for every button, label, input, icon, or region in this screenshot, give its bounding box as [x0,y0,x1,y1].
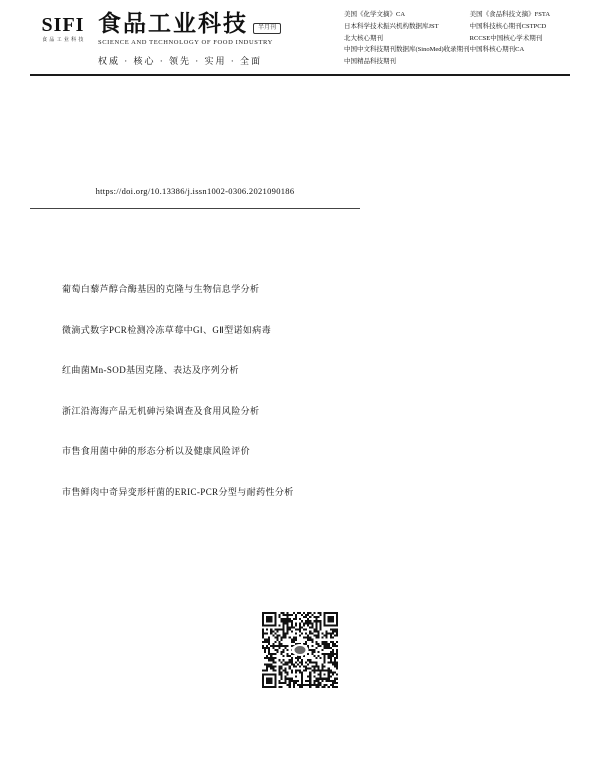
list-item: 葡萄白藜芦醇合酶基因的克隆与生物信息学分析 [62,284,260,294]
masthead [30,8,570,76]
index-item: 北大核心期刊 [344,34,383,42]
list-item: 市售食用菌中砷的形态分析以及健康风险评价 [62,446,251,457]
doi-text: https://doi.org/10.13386/j.issn1002-0306.2021090186 [95,186,295,196]
index-item: 美国《化学文摘》CA [344,11,406,18]
qr-center-logo-inner [295,646,306,654]
publication-frequency-badge: 半月刊 [253,23,281,34]
index-item: 日本科学技术振兴机构数据库JST [344,22,439,30]
journal-logo-icon [30,9,96,49]
journal-tagline: 权威 · 核心 · 领先 · 实用 · 全面 [98,56,262,66]
list-item: 浙江沿海海产品无机砷污染调查及食用风险分析 [62,405,260,416]
list-item: 市售鲜肉中奇异变形杆菌的ERIC-PCR分型与耐药性分析 [62,486,294,497]
index-item: 中国精品科技期刊 [344,58,396,65]
qr-code [262,612,338,688]
index-listings [330,8,570,76]
logo-subtext: 食 品 工 业 科 技 [42,38,84,43]
index-item: 美国《食品科技文摘》FSTA [469,11,551,18]
doi-line [30,186,360,196]
title-main-row [98,12,330,36]
journal-title-en: SCIENCE AND TECHNOLOGY OF FOOD INDUSTRY [98,39,273,47]
article-title-list [62,283,532,527]
title-block [98,12,330,46]
index-item: RCCSE中国核心学术期刊 [469,34,543,42]
index-item: 中国中文科技期刊数据库(SinoMed)收录期刊 [344,46,470,54]
list-item: 微滴式数字PCR检测冷冻草莓中GⅠ、GⅡ型诺如病毒 [62,324,272,335]
index-item: 中国科核心期刊CA [469,46,525,54]
logo-row [30,8,330,50]
qr-center-logo-icon [292,644,309,656]
masthead-journal-title-block [30,8,330,76]
index-column-left [344,8,470,72]
index-column-right [470,8,570,72]
index-item: 中国科技核心期刊CSTPCD [469,22,547,30]
logo-glyph: SIFI [41,14,85,36]
horizontal-rule [30,208,360,209]
journal-title-cn: 食品工业科技 [98,10,248,36]
list-item: 红曲菌Mn-SOD基因克隆、表达及序列分析 [62,365,239,376]
